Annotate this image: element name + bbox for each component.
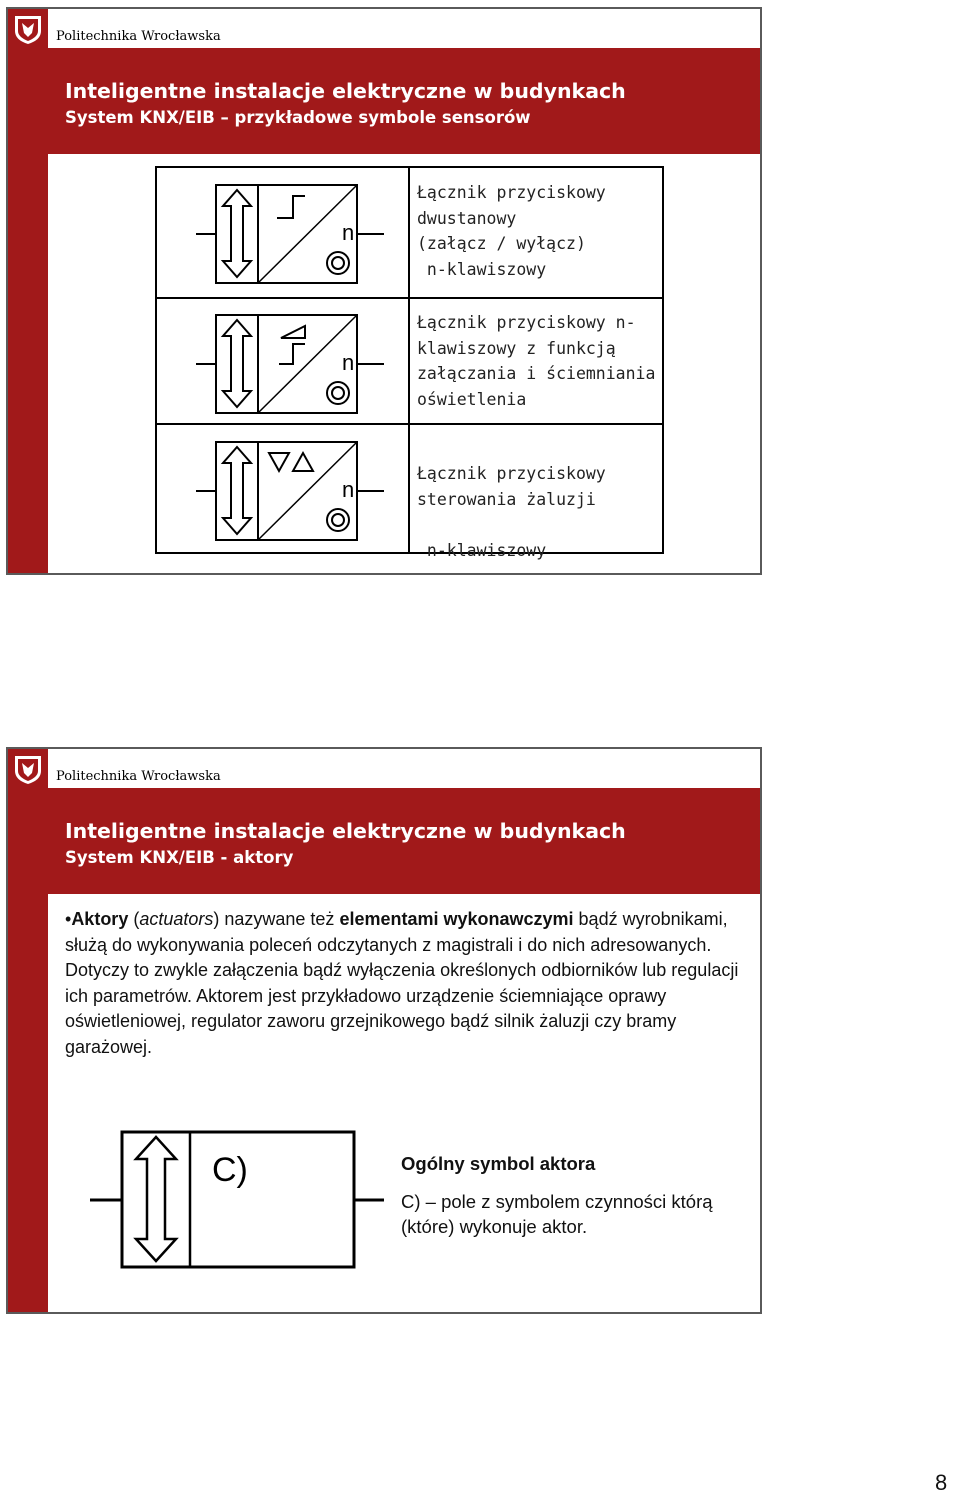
slide-subtitle: System KNX/EIB – przykładowe symbole sensorów — [65, 108, 531, 127]
page-number: 8 — [935, 1470, 948, 1495]
sensor-description: Łącznik przyciskowy sterowania żaluzji n-klawiszowy — [417, 464, 606, 560]
slide-subtitle: System KNX/EIB - aktory — [65, 848, 294, 867]
university-name: Politechnika Wrocławska — [56, 29, 221, 44]
actor-title: Ogólny symbol aktora — [401, 1153, 596, 1174]
text-fragment: bądź wyrobnikami, służą do wykonywania poleceń odczytanych z magistrali i do nich adresowanych. Dotyczy to zwykle załączenia bądź wyłączenia określonych odbiorników lub regulacji ich parametrów. Aktorem jest przykładowo urządzenie ściemniające oprawy oświetleniowej, regulator zaworu grzejnikowego bądź silnik żaluzji czy bramy garażowej. — [65, 909, 739, 1057]
symbol-letter: n — [342, 477, 355, 502]
university-logo-icon — [12, 753, 44, 785]
slide-title: Inteligentne instalacje elektryczne w budynkach — [65, 79, 626, 103]
dimmer-switch-symbol — [157, 298, 407, 426]
blinds-switch-symbol — [157, 425, 407, 553]
text-fragment: ) nazywane też — [213, 909, 340, 929]
symbol-letter: n — [342, 350, 355, 375]
term-actuators: Aktory — [71, 909, 129, 929]
slide-actuators — [6, 747, 762, 1314]
title-band — [48, 48, 760, 154]
slide-sensors — [6, 7, 762, 575]
term-alias: elementami wykonawczymi — [339, 909, 574, 929]
text-fragment: ( — [128, 909, 140, 929]
actor-description: C) – pole z symbolem czynności którą (które) wykonuje aktor. — [401, 1191, 713, 1237]
title-band — [48, 788, 760, 894]
sensor-description: Łącznik przyciskowy n- klawiszowy z funkcją załączania i ściemniania oświetlenia — [417, 313, 656, 409]
university-name: Politechnika Wrocławska — [56, 769, 221, 784]
term-english: actuators — [139, 909, 214, 929]
sensor-description: Łącznik przyciskowy dwustanowy (załącz / wyłącz) n-klawiszowy — [417, 183, 606, 279]
university-logo-icon — [12, 13, 44, 45]
actor-symbol-label: C) — [212, 1151, 248, 1189]
sensor-symbols-table — [155, 166, 664, 560]
table-divider-vertical — [408, 168, 410, 552]
slide-sidebar — [8, 9, 48, 573]
slide-sidebar — [8, 749, 48, 1312]
actuators-paragraph — [65, 907, 755, 1061]
pushbutton-switch-symbol — [157, 168, 407, 296]
slide-title: Inteligentne instalacje elektryczne w budynkach — [65, 819, 626, 843]
bullet: • — [65, 909, 72, 929]
actuator-general-symbol — [88, 1125, 388, 1275]
symbol-letter: n — [342, 220, 355, 245]
